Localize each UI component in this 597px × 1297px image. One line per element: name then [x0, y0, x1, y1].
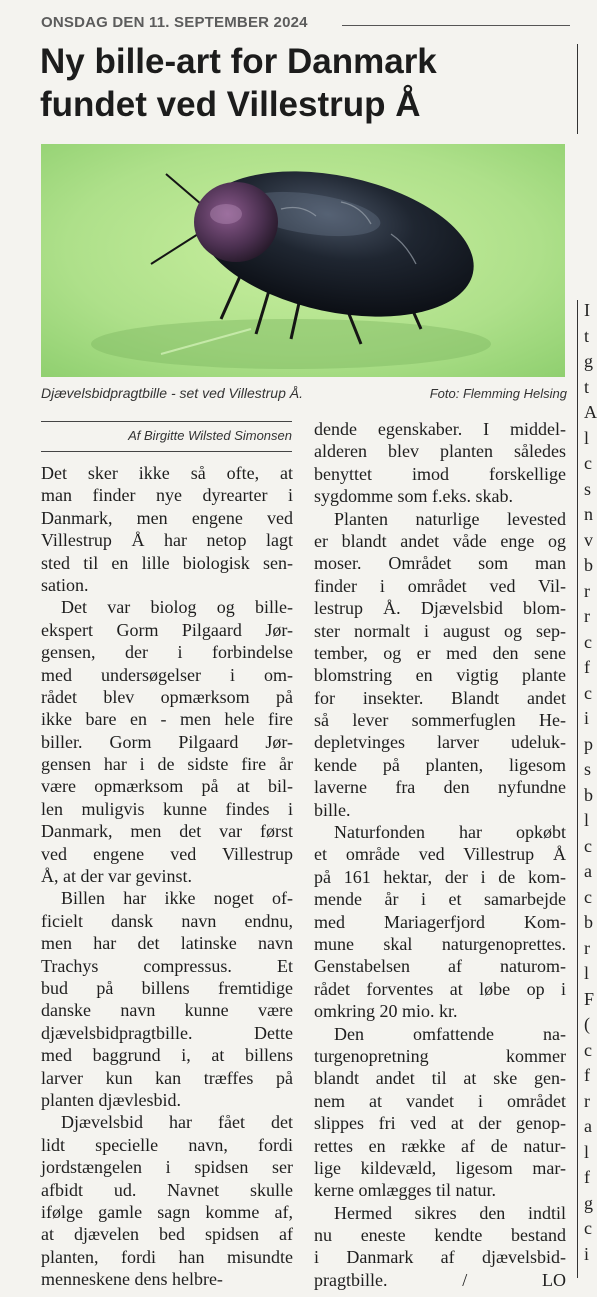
text-line: sygdomme som f.eks. skab.: [314, 486, 513, 507]
text-line: Djævelsbid har fået det: [61, 1112, 293, 1133]
article-column-1: [41, 462, 293, 1290]
edge-letter: f: [584, 657, 590, 677]
text-line: rådet forventes at løbe op i: [314, 978, 566, 999]
text-line: med Mariagerfjord Kom-: [314, 911, 566, 932]
text-line: kende på planten, ligesom: [314, 754, 566, 775]
headline: [40, 40, 580, 126]
text-line: Planten naturlige levested: [334, 508, 566, 529]
text-line: rettes en række af de natur-: [314, 1135, 566, 1156]
beetle-photo-illustration: [41, 144, 565, 377]
edge-letter: b: [584, 784, 593, 805]
edge-letter: g: [584, 351, 593, 371]
text-line: Danmark, men engene ved: [41, 507, 293, 528]
edge-letter: f: [584, 1167, 590, 1187]
headline-line-1: Ny bille-art for Danmark: [40, 42, 437, 81]
text-line: være opmærksom på at bil-: [41, 776, 293, 797]
edge-letter: i: [584, 1243, 590, 1264]
edge-letter: g: [584, 1192, 593, 1213]
beetle-photo: [41, 144, 565, 377]
photo-credit: Foto: Flemming Helsing: [429, 386, 567, 401]
edge-letter: i: [584, 708, 590, 728]
edge-letter: s: [584, 759, 592, 779]
text-line: sation.: [41, 574, 89, 595]
text-line: nem at vandet i området: [314, 1090, 566, 1111]
edge-letter: r: [584, 580, 590, 601]
text-line: moser. Området som man: [314, 553, 566, 574]
text-line: er blandt andet våde enge og: [314, 530, 566, 551]
text-line: lestrup Å. Djævelsbid blom-: [314, 598, 566, 619]
text-line: planten, fordi han misundte: [41, 1246, 293, 1267]
text-line: i Danmark af djævelsbid-: [314, 1247, 566, 1268]
text-line: jordstængelen i spidsen ser: [41, 1157, 293, 1178]
text-line: man finder nye dyrearter i: [41, 485, 293, 506]
edge-letter: l: [584, 427, 590, 448]
gutter-rule-top: [577, 44, 578, 134]
dateline: ONSDAG DEN 11. SEPTEMBER 2024: [41, 14, 308, 31]
text-line: Villestrup Å har netop lagt: [41, 530, 293, 551]
text-line: Trachys compressus. Et: [41, 955, 293, 976]
text-line: gensen, der i forbindelse: [41, 642, 293, 663]
text-line: ster normalt i august og sep-: [314, 620, 566, 641]
edge-letter: t: [584, 325, 590, 346]
text-line: lidt specielle navn, fordi: [41, 1134, 293, 1155]
edge-letter: p: [584, 733, 593, 754]
text-line: ikke bare en - men hele fire: [41, 709, 293, 730]
text-line: rådet blev opmærksom på: [41, 686, 293, 707]
text-line: Det sker ikke så ofte, at: [41, 463, 293, 483]
edge-letter: v: [584, 529, 593, 550]
text-line: med undersøgelser i om-: [41, 664, 293, 685]
edge-letter: n: [584, 504, 593, 524]
text-line: bille.: [314, 799, 351, 820]
text-line: ifølge gamle sagn komme af,: [41, 1201, 293, 1222]
text-line: laverne fra den nyfundne: [314, 777, 566, 798]
edge-letter: c: [584, 682, 592, 703]
text-line: Danmark, men det var først: [41, 821, 293, 842]
edge-letter: F: [584, 988, 595, 1009]
headline-line-2: fundet ved Villestrup Å: [40, 85, 421, 124]
text-line: Det var biolog og bille-: [61, 597, 293, 618]
edge-letter: b: [584, 555, 593, 575]
edge-letter: s: [584, 478, 592, 499]
text-line: mende år i et samarbejde: [314, 889, 566, 910]
byline-rule-bottom: [41, 451, 292, 452]
edge-letter: r: [584, 1090, 590, 1111]
text-line: gensen har i de sidste fire år: [41, 754, 293, 775]
text-line: lige kildevæld, ligesom mar-: [314, 1157, 566, 1178]
text-line: Billen har ikke noget of-: [61, 888, 293, 909]
text-line: djævelsbidpragtbille. Dette: [41, 1022, 293, 1043]
text-line: benyttet imod forskellige: [314, 463, 566, 484]
edge-letter: l: [584, 1141, 590, 1162]
text-line: slippes fri ved at der genop-: [314, 1113, 566, 1134]
text-line: nu eneste kendte bestand: [314, 1225, 566, 1246]
text-line: at djævelen bed spidsen af: [41, 1224, 293, 1245]
text-line: larver kun kan træffes på: [41, 1067, 293, 1088]
edge-letter: r: [584, 606, 590, 626]
text-line: ficielt dansk navn endnu,: [41, 910, 293, 931]
text-line: Naturfonden har opkøbt: [334, 822, 566, 843]
text-line: menneskene dens helbre-: [41, 1269, 223, 1290]
text-line: afbidt ud. Navnet skulle: [41, 1179, 293, 1200]
text-line: kerne omlægges til natur.: [314, 1180, 496, 1201]
byline: Af Birgitte Wilsted Simonsen: [128, 428, 292, 443]
text-line: på 161 hektar, der i de kom-: [314, 866, 566, 887]
text-line: depletvinges larver udeluk-: [314, 732, 566, 753]
text-line: et område ved Villestrup Å: [314, 844, 566, 865]
text-line: ekspert Gorm Pilgaard Jør-: [41, 619, 293, 640]
edge-letter: c: [584, 835, 592, 856]
edge-letter: r: [584, 937, 590, 958]
byline-rule-top: [41, 421, 292, 422]
text-line: tember, og er med den sene: [314, 642, 566, 663]
text-line: len muligvis kunne findes i: [41, 798, 293, 819]
edge-letter: b: [584, 912, 593, 932]
text-line: Hermed sikres den indtil: [334, 1202, 566, 1223]
text-line: omkring 20 mio. kr.: [314, 1001, 458, 1022]
text-line: bud på billens fremtidige: [41, 977, 293, 998]
edge-letter: c: [584, 1039, 592, 1060]
text-line: sted til en lille biologisk sen-: [41, 552, 293, 573]
text-line: Den omfattende na-: [334, 1023, 566, 1044]
dateline-rule: [342, 25, 570, 26]
text-line: blandt andet til at ske gen-: [314, 1068, 566, 1089]
caption-text: Djævelsbidpragtbille - set ved Villestrup Å.: [41, 385, 303, 401]
edge-letter: (: [584, 1014, 590, 1034]
text-line: men har det latinske navn: [41, 933, 293, 954]
text-line: pragtbille. / LO: [314, 1269, 566, 1290]
text-line: Å, at der var gevinst.: [41, 866, 192, 887]
photo-caption: [41, 385, 567, 401]
text-line: så lever sommerfuglen He-: [314, 710, 566, 731]
text-line: ved engene ved Villestrup: [41, 843, 293, 864]
text-line: turgenopretning kommer: [314, 1045, 566, 1066]
edge-letter: A: [584, 402, 597, 422]
text-line: mune skal naturgenoprettes.: [314, 933, 566, 954]
text-line: finder i området ved Vil-: [314, 575, 566, 596]
text-line: planten djævlesbid.: [41, 1089, 181, 1110]
text-line: Genstabelsen af naturom-: [314, 956, 566, 977]
text-line: for insekter. Blandt andet: [314, 687, 566, 708]
edge-letter: t: [584, 376, 590, 397]
article-column-2: [314, 418, 566, 1291]
text-line: alderen blev planten således: [314, 441, 566, 462]
edge-letter: a: [584, 861, 592, 881]
edge-letter: I: [584, 300, 590, 320]
edge-letter: l: [584, 963, 590, 983]
gutter-rule-bottom: [577, 300, 578, 1278]
edge-letter: c: [584, 886, 592, 907]
text-line: biller. Gorm Pilgaard Jør-: [41, 731, 293, 752]
text-line: med baggrund i, at billens: [41, 1045, 293, 1066]
edge-letter: f: [584, 1065, 590, 1085]
edge-letter: c: [584, 1218, 592, 1238]
text-line: dende egenskaber. I middel-: [314, 419, 566, 439]
text-line: blomstring en vigtig plante: [314, 665, 566, 686]
edge-letter: a: [584, 1116, 592, 1136]
edge-letter: c: [584, 453, 592, 473]
edge-letter: l: [584, 810, 590, 830]
edge-letter: c: [584, 631, 592, 652]
text-line: danske navn kunne være: [41, 1000, 293, 1021]
